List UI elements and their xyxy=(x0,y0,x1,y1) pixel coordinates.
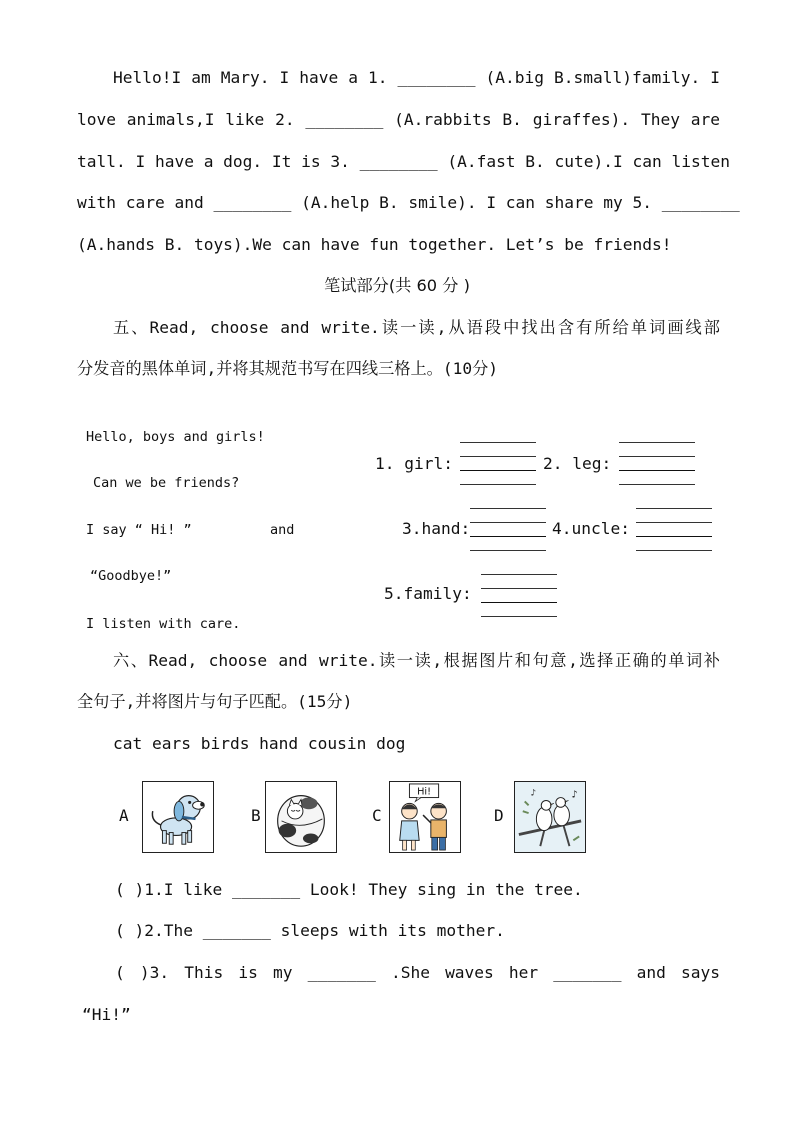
section6-heading-line1: 六、Read, choose and write.读一读,根据图片和句意,选择正确的单词补 xyxy=(113,651,720,670)
picture-d[interactable] xyxy=(514,781,586,853)
picture-a[interactable] xyxy=(142,781,214,853)
word-hand-label: 3.hand: xyxy=(402,519,471,538)
passage-line-2: love animals,I like 2. ________ (A.rabbits B. giraffes). They are xyxy=(77,110,720,129)
picture-letter-b: B xyxy=(251,806,261,825)
picture-c[interactable] xyxy=(389,781,461,853)
section6-heading-line2: 全句子,并将图片与句子匹配。(15分) xyxy=(77,692,353,711)
passage-line-4: with care and ________ (A.help B. smile). I can share my 5. ________ xyxy=(77,193,740,212)
question-2: ( )2.The _______ sleeps with its mother. xyxy=(115,921,505,940)
word-leg-label: 2. leg: xyxy=(543,454,612,473)
word-girl-label: 1. girl: xyxy=(375,454,453,473)
svg-text:♪: ♪ xyxy=(571,789,578,801)
poem-line-1: Hello, boys and girls! xyxy=(86,429,265,445)
passage-line-1: Hello!I am Mary. I have a 1. ________ (A.big B.small)family. I xyxy=(113,68,720,87)
birds-singing-icon xyxy=(515,782,585,852)
picture-letter-d: D xyxy=(494,806,504,825)
dog-icon xyxy=(143,782,213,852)
section5-heading-line1: 五、Read, choose and write.读一读,从语段中找出含有所给单词画线部 xyxy=(113,318,720,337)
kids-saying-hi-icon xyxy=(390,782,460,852)
svg-text:Hi!: Hi! xyxy=(417,786,431,798)
section5-heading-line2: 分发音的黑体单词,并将其规范书写在四线三格上。(10分) xyxy=(77,359,499,378)
written-part-title: 笔试部分(共 60 分 ) xyxy=(324,276,470,295)
writing-grid-girl[interactable] xyxy=(460,442,536,486)
writing-grid-family[interactable] xyxy=(481,574,557,618)
question-3-continued: “Hi!” xyxy=(82,1005,131,1024)
writing-grid-hand[interactable] xyxy=(470,508,546,552)
poem-line-3b: and xyxy=(270,522,295,538)
poem-line-4: “Goodbye!” xyxy=(90,568,172,584)
writing-grid-uncle[interactable] xyxy=(636,508,712,552)
passage-line-3: tall. I have a dog. It is 3. ________ (A.fast B. cute).I can listen xyxy=(77,152,730,171)
picture-letter-c: C xyxy=(372,806,382,825)
question-1: ( )1.I like _______ Look! They sing in the tree. xyxy=(115,880,583,899)
poem-line-2: Can we be friends? xyxy=(93,475,240,491)
picture-letter-a: A xyxy=(119,806,129,825)
passage-line-5: (A.hands B. toys).We can have fun together. Let’s be friends! xyxy=(77,235,672,254)
sleeping-cats-icon xyxy=(266,782,336,852)
picture-b[interactable] xyxy=(265,781,337,853)
question-3: ( )3. This is my _______ .She waves her _______ and says xyxy=(115,963,720,982)
poem-line-3: I say “ Hi! ” xyxy=(86,522,192,538)
poem-line-5: I listen with care. xyxy=(86,616,241,632)
word-family-label: 5.family: xyxy=(384,584,472,603)
word-bank: cat ears birds hand cousin dog xyxy=(113,734,406,753)
writing-grid-leg[interactable] xyxy=(619,442,695,486)
word-uncle-label: 4.uncle: xyxy=(552,519,630,538)
svg-text:♪: ♪ xyxy=(530,788,537,799)
